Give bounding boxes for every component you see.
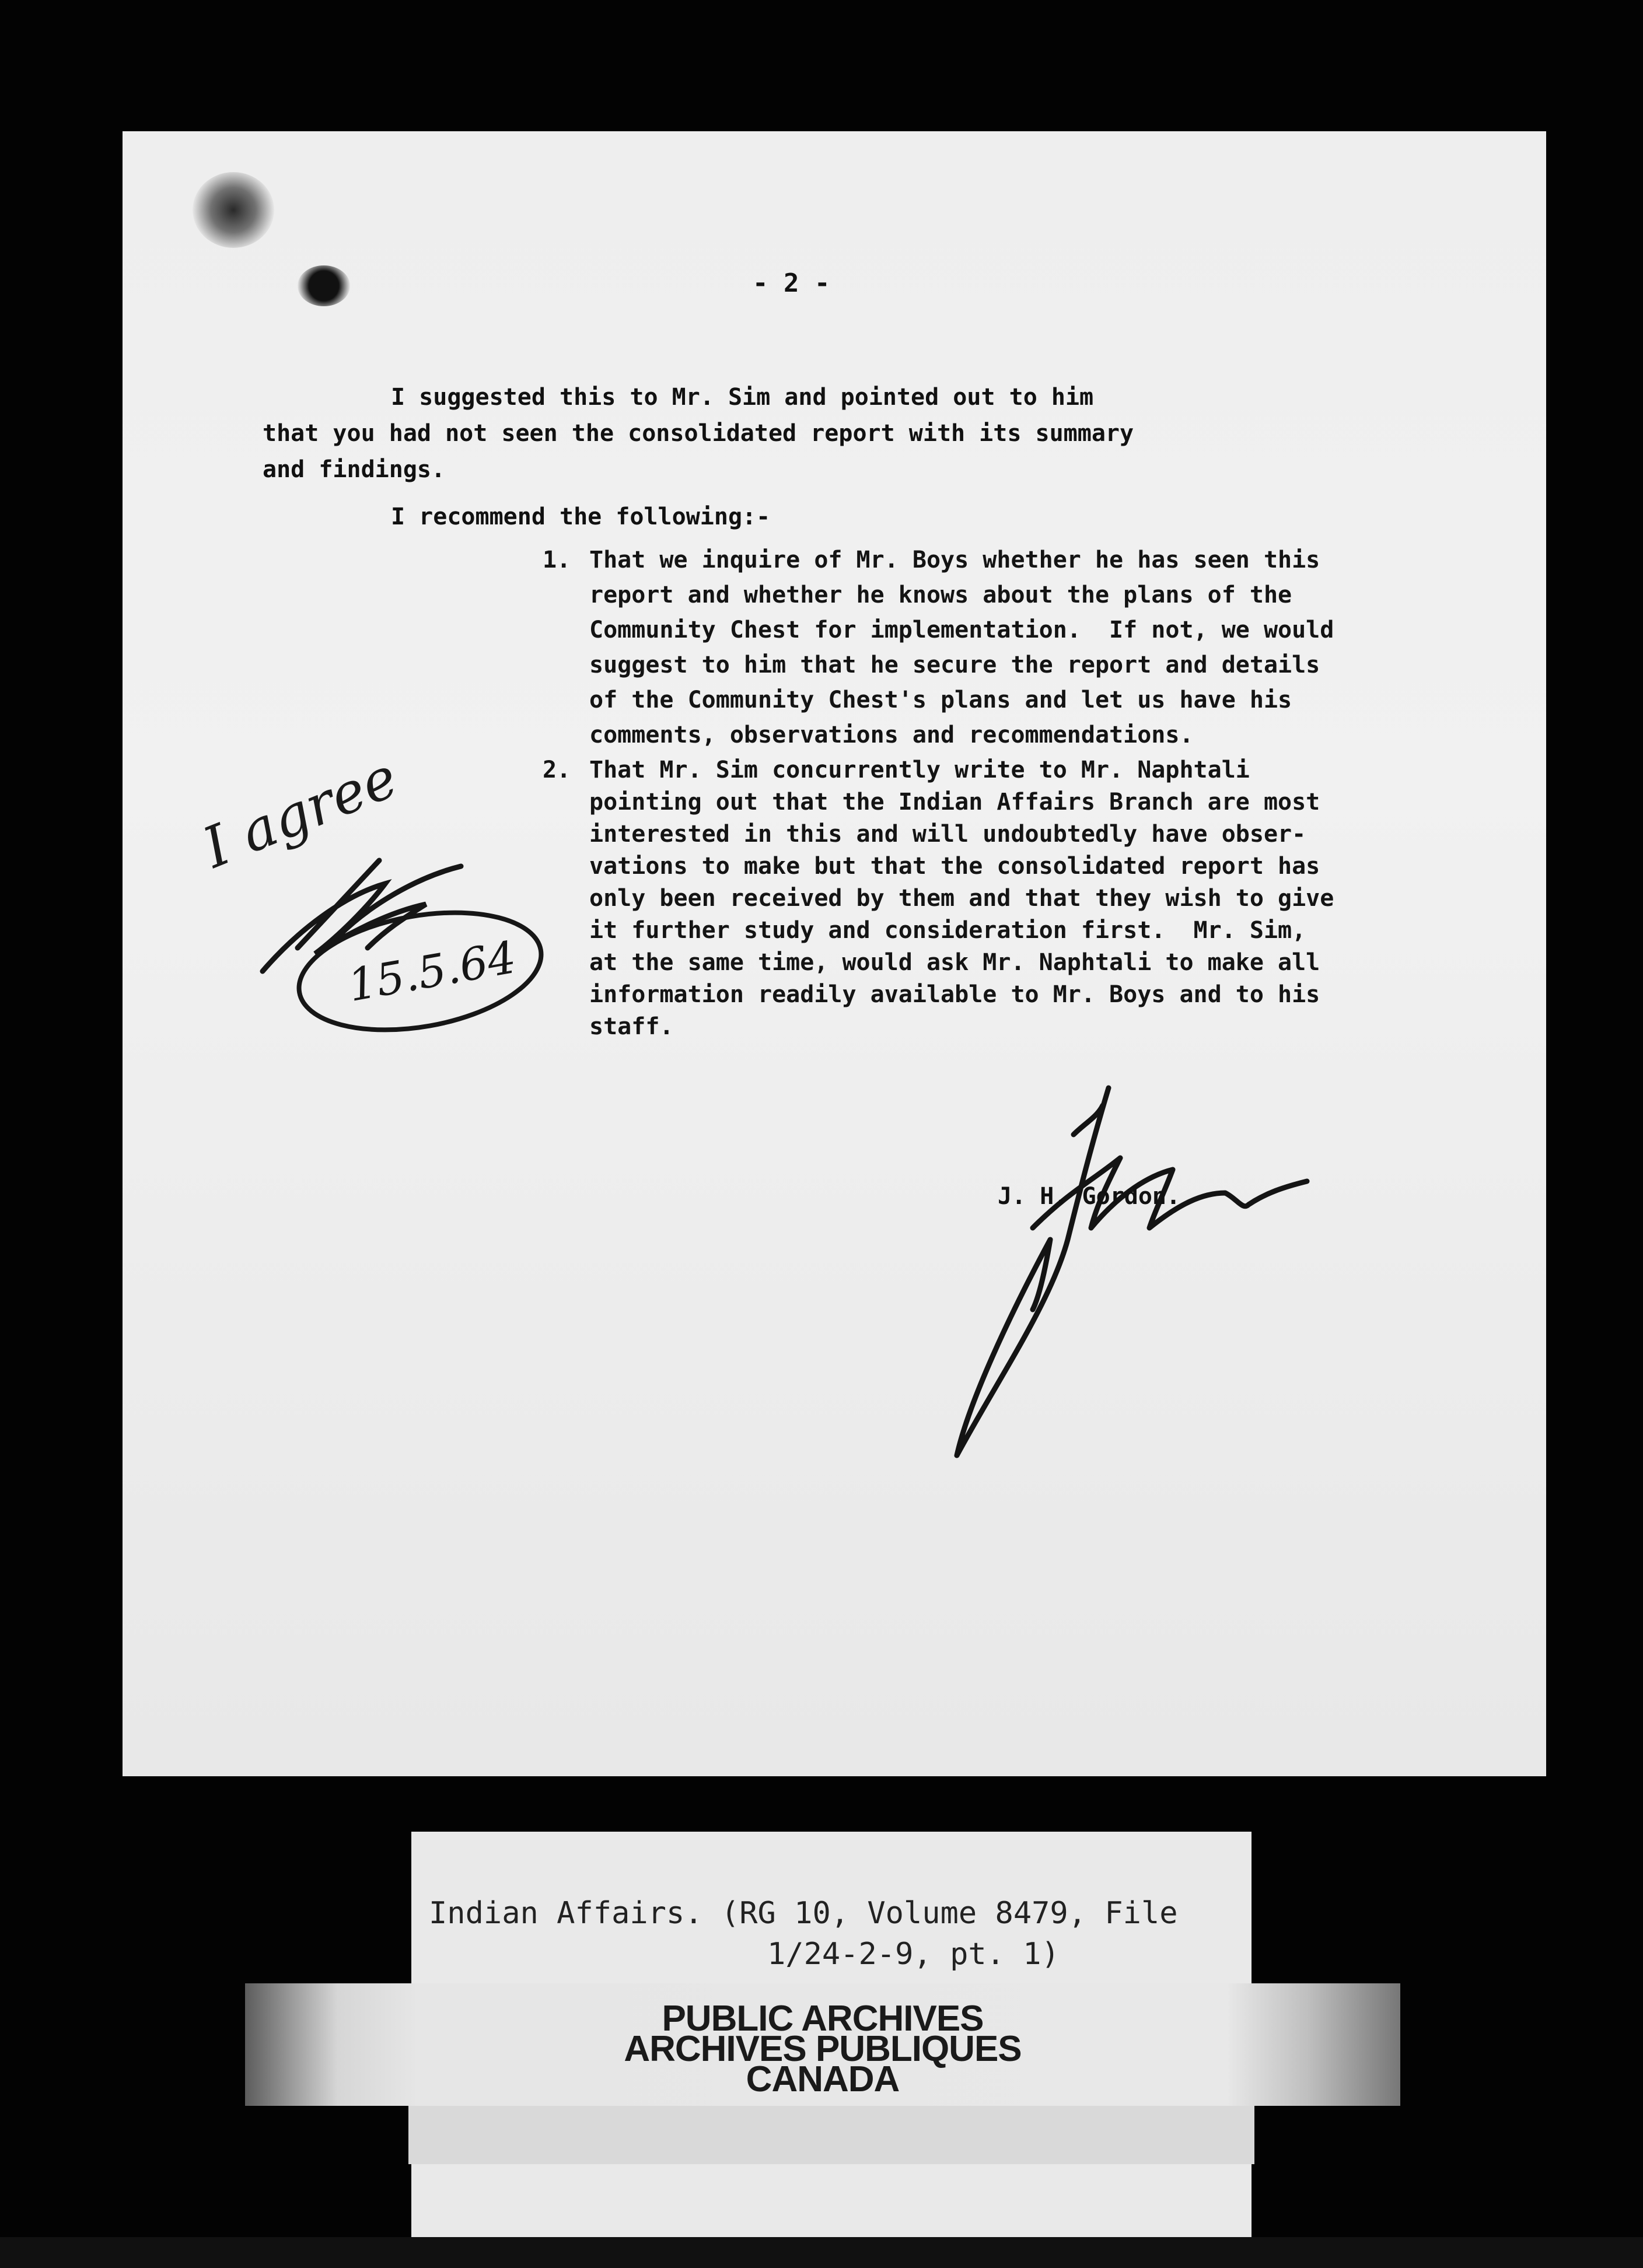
item-number: 2. bbox=[543, 757, 571, 783]
item-line: Community Chest for implementation. If not, we would bbox=[589, 617, 1334, 643]
margin-note-word: I agree bbox=[194, 744, 407, 881]
stamp-line: PUBLIC ARCHIVES bbox=[662, 1999, 984, 2039]
signature-handwriting bbox=[899, 1053, 1354, 1461]
margin-note-handwriting bbox=[193, 744, 566, 1070]
recommend-heading: I recommend the following:- bbox=[391, 503, 771, 530]
citation-line: Indian Affairs. (RG 10, Volume 8479, File bbox=[429, 1896, 1178, 1931]
item-line: at the same time, would ask Mr. Naphtali to make all bbox=[589, 949, 1320, 976]
lower-card-edge bbox=[408, 2106, 1254, 2164]
paragraph-line: and findings. bbox=[263, 456, 446, 483]
paragraph-line: I suggested this to Mr. Sim and pointed out to him bbox=[391, 384, 1094, 411]
item-line: That Mr. Sim concurrently write to Mr. Naphtali bbox=[589, 757, 1250, 783]
margin-note-date: 15.5.64 bbox=[344, 930, 520, 1012]
item-line: interested in this and will undoubtedly have obser- bbox=[589, 821, 1306, 848]
stamp-line: ARCHIVES PUBLIQUES bbox=[624, 2029, 1022, 2069]
item-line: comments, observations and recommendations. bbox=[589, 722, 1194, 748]
item-line: it further study and consideration first. Mr. Sim, bbox=[589, 917, 1306, 944]
paragraph-line: that you had not seen the consolidated report with its summary bbox=[263, 420, 1134, 447]
item-number: 1. bbox=[543, 547, 571, 573]
signatory-name: J. H. Gordon. bbox=[998, 1183, 1181, 1210]
item-line: report and whether he knows about the plans of the bbox=[589, 582, 1292, 608]
film-edge bbox=[0, 2237, 1643, 2268]
item-line: staff. bbox=[589, 1013, 674, 1040]
item-line: information readily available to Mr. Boys and to his bbox=[589, 981, 1320, 1008]
archive-stamp-strip bbox=[245, 1983, 1400, 2106]
page-number: - 2 - bbox=[753, 268, 830, 298]
item-line: of the Community Chest's plans and let us have his bbox=[589, 687, 1292, 713]
recommendation-item bbox=[543, 752, 1418, 1068]
document-page bbox=[123, 131, 1546, 1776]
item-line: vations to make but that the consolidated report has bbox=[589, 853, 1320, 880]
ink-smudge bbox=[193, 172, 274, 248]
citation-line: 1/24-2-9, pt. 1) bbox=[767, 1937, 1060, 1972]
item-line: only been received by them and that they wish to give bbox=[589, 885, 1334, 912]
recommendation-item bbox=[543, 542, 1418, 752]
punch-hole bbox=[298, 265, 350, 306]
item-line: pointing out that the Indian Affairs Branch are most bbox=[589, 789, 1320, 816]
item-line: That we inquire of Mr. Boys whether he has seen this bbox=[589, 547, 1320, 573]
item-line: suggest to him that he secure the report and details bbox=[589, 652, 1320, 678]
stamp-line: CANADA bbox=[746, 2059, 900, 2099]
